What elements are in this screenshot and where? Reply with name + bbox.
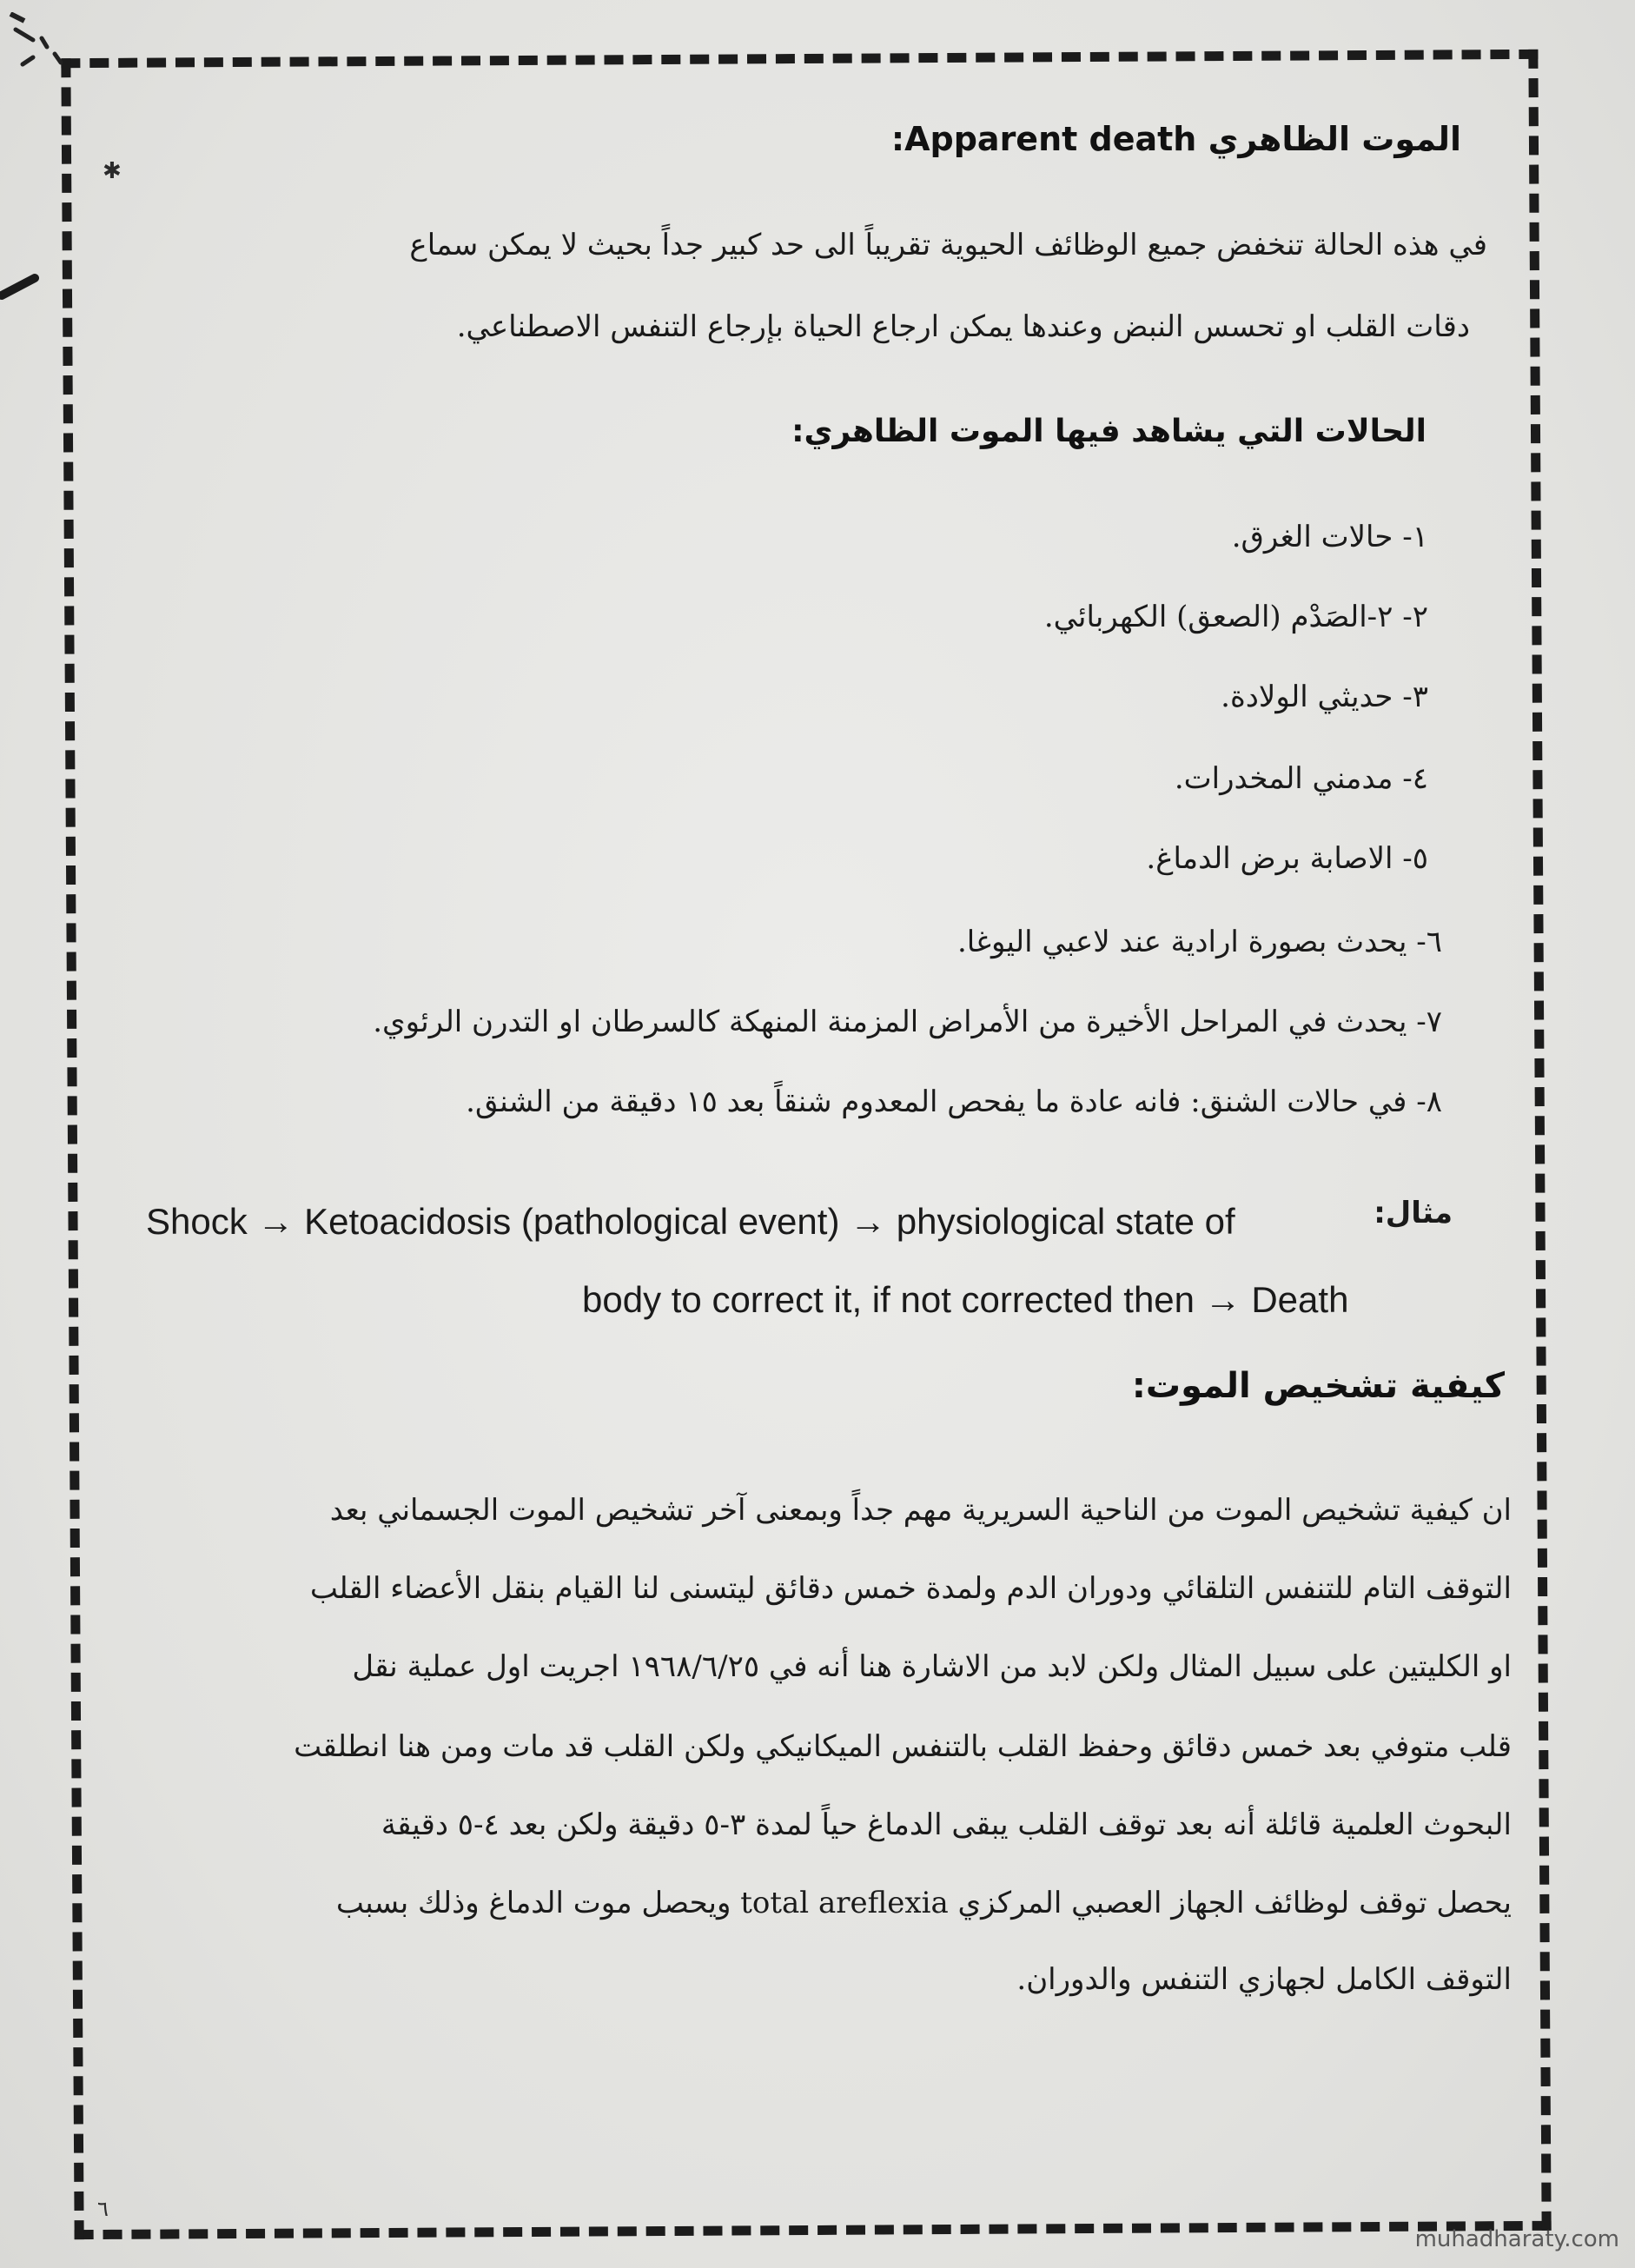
list-item: ٤- مدمني المخدرات. xyxy=(1174,761,1428,796)
paragraph-line: او الكليتين على سبيل المثال ولكن لابد من الاشارة هنا أنه في ١٩٦٨/٦/٢٥ اجريت اول عملية نقل xyxy=(352,1649,1512,1684)
list-item: ١- حالات الغرق. xyxy=(1231,520,1428,554)
site-watermark: muhadharaty.com xyxy=(1414,2226,1619,2252)
paragraph-line: التوقف التام للتنفس التلقائي ودوران الدم ولمدة خمس دقائق ليتسنى لنا القيام بنقل الأعضاء القلب xyxy=(309,1571,1512,1606)
handwritten-corner-mark xyxy=(7,12,103,90)
paragraph-line: يحصل توقف لوظائف الجهاز العصبي المركزي total areflexia ويحصل موت الدماغ وذلك بسبب xyxy=(335,1886,1512,1920)
list-item: ٢- ٢-الصَدْم (الصعق) الكهربائي. xyxy=(1043,600,1428,634)
example-label: مثال: xyxy=(1374,1196,1453,1230)
section-heading-diagnosis: كيفية تشخيص الموت: xyxy=(1131,1366,1505,1406)
list-item: ٣- حديثي الولادة. xyxy=(1221,680,1428,714)
list-item: ٦- يحدث بصورة ارادية عند لاعبي اليوغا. xyxy=(957,925,1442,959)
page-number: ٦ xyxy=(97,2197,109,2221)
paragraph-line: قلب متوفي بعد خمس دقائق وحفظ القلب بالتنفس الميكانيكي ولكن القلب قد مات ومن هنا انطلقت xyxy=(294,1729,1512,1764)
cases-heading: الحالات التي يشاهد فيها الموت الظاهري: xyxy=(791,414,1426,449)
paragraph-line: دقات القلب او تحسس النبض وعندها يمكن ارجاع الحياة بإرجاع التنفس الاصطناعي. xyxy=(456,309,1470,344)
list-item: ٧- يحدث في المراحل الأخيرة من الأمراض المزمنة المنهكة كالسرطان او التدرن الرئوي. xyxy=(373,1005,1442,1039)
paragraph-line: ان كيفية تشخيص الموت من الناحية السريرية مهم جداً وبمعنى آخر تشخيص الموت الجسماني بعد xyxy=(329,1493,1512,1528)
paragraph-line: البحوث العلمية قائلة أنه بعد توقف القلب يبقى الدماغ حياً لمدة ٣-٥ دقيقة ولكن بعد ٤-٥ دقيقة xyxy=(381,1807,1512,1842)
section-heading-apparent-death: الموت الظاهري Apparent death: xyxy=(890,120,1461,158)
margin-mark xyxy=(0,261,52,313)
example-line-2: body to correct it, if not corrected then → Death xyxy=(582,1279,1349,1320)
list-item: ٥- الاصابة برض الدماغ. xyxy=(1146,841,1428,876)
example-line-1: Shock → Ketoacidosis (pathological event) → physiological state of xyxy=(146,1201,1235,1242)
paragraph-line: التوقف الكامل لجهازي التنفس والدوران. xyxy=(1016,1962,1512,1997)
paragraph-line: في هذه الحالة تنخفض جميع الوظائف الحيوية تقريباً الى حد كبير جداً بحيث لا يمكن سماع xyxy=(409,228,1487,262)
list-item: ٨- في حالات الشنق: فانه عادة ما يفحص المعدوم شنقاً بعد ١٥ دقيقة من الشنق. xyxy=(466,1084,1442,1119)
ink-speck: ✱ xyxy=(103,158,122,184)
